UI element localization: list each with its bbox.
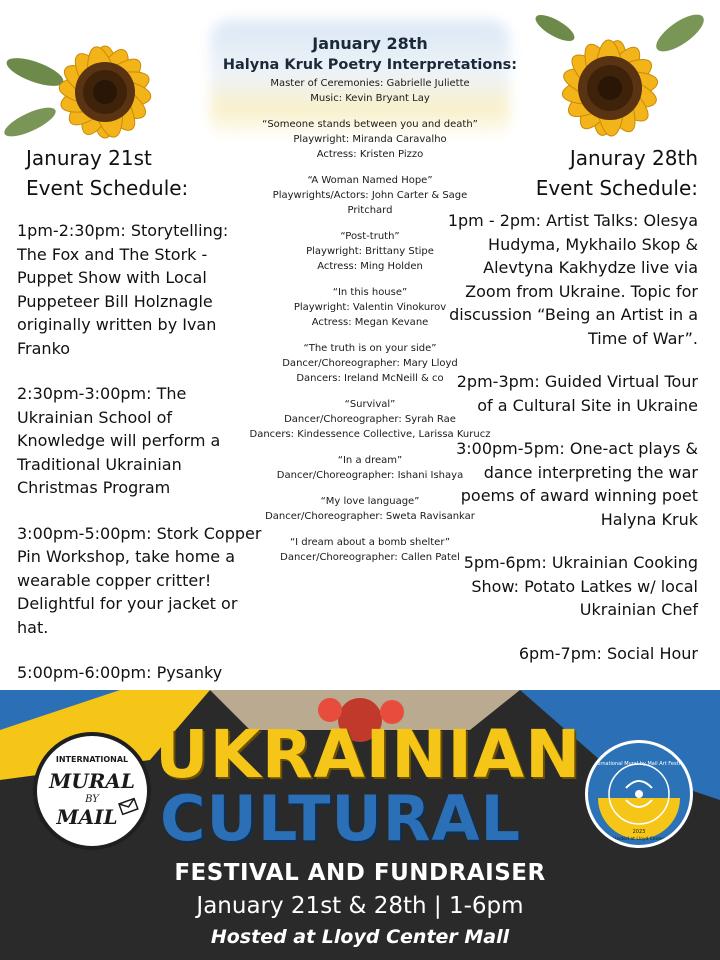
piece-credit: Actress: Megan Kevane	[311, 317, 429, 328]
piece-credit: Dancer/Choreographer: Sweta Ravisankar	[265, 511, 475, 522]
festival-venue: Hosted at Lloyd Center Mall	[210, 926, 510, 948]
seal-hosted: Hosted at Lloyd Center	[613, 837, 665, 842]
program-piece	[255, 453, 485, 483]
piece-credit: Dancer/Choreographer: Callen Patel	[280, 552, 460, 563]
list-item: 2pm-3pm: Guided Virtual Tour of a Cultural Site in Ukraine	[456, 372, 698, 415]
left-schedule-title	[26, 143, 188, 203]
left-schedule-date: Januray 21st	[26, 146, 152, 170]
piece-credit: Dancer/Choreographer: Syrah Rae	[284, 414, 456, 425]
list-item: 1pm - 2pm: Artist Talks: Olesya Hudyma, Mykhailo Skop & Alevtyna Kakhydze live via Zoom from Ukraine. Topic for discussion “Being an Artist in a Time of War”.	[447, 211, 698, 348]
right-schedule-date: Januray 28th	[569, 146, 698, 170]
piece-credit: Playwright: Brittany Stipe	[306, 246, 434, 257]
program-piece	[255, 229, 485, 274]
list-item: 5pm-6pm: Ukrainian Cooking Show: Potato Latkes w/ local Ukrainian Chef	[463, 553, 698, 619]
program-piece	[255, 117, 485, 162]
piece-title: “My love language”	[320, 496, 420, 507]
festival-subtitle: FESTIVAL AND FUNDRAISER	[174, 860, 546, 886]
program-piece	[245, 397, 495, 442]
program-music: Music: Kevin Bryant Lay	[310, 93, 430, 104]
festival-seal-logo	[585, 740, 693, 848]
piece-title: “Post-truth”	[340, 231, 400, 242]
program-piece	[255, 494, 485, 524]
piece-title: “Survival”	[344, 399, 396, 410]
program-date: January 28th	[312, 34, 428, 53]
right-schedule-heading: Event Schedule:	[535, 176, 698, 200]
seal-year: 2023	[632, 829, 646, 835]
piece-title: “In this house”	[332, 287, 408, 298]
piece-credit: Dancer/Choreographer: Ishani Ishaya	[276, 470, 464, 481]
headline-ukrainian: UKRAINIAN	[155, 716, 582, 793]
list-item: 5:00pm-6:00pm: Pysanky	[17, 663, 223, 682]
piece-title: “The truth is on your side”	[303, 343, 437, 354]
envelope-icon	[37, 736, 147, 846]
headline-cultural: CULTURAL	[160, 782, 521, 855]
program-mc: Master of Ceremonies: Gabrielle Juliette	[270, 78, 470, 89]
piece-credit: Actress: Kristen Pizzo	[316, 149, 424, 160]
mural-by-mail-logo	[33, 732, 151, 850]
list-item: 1pm-2:30pm: Storytelling: The Fox and The Stork - Puppet Show with Local Puppeteer Bill Holznagle originally written by Ivan Franko	[17, 221, 229, 358]
program-piece	[255, 535, 485, 565]
program-piece	[255, 341, 485, 386]
logo-by-text: BY	[85, 794, 99, 805]
logo-mural-text: MURAL	[49, 769, 135, 793]
piece-title: “Someone stands between you and death”	[262, 119, 478, 130]
piece-credit: Playwright: Miranda Caravalho	[293, 134, 447, 145]
piece-credit: Dancers: Kindessence Collective, Larissa Kurucz	[249, 429, 491, 440]
piece-title: “In a dream”	[337, 455, 403, 466]
list-item: 3:00pm-5pm: One-act plays & dance interpreting the war poems of award winning poet Halyna Kruk	[456, 439, 698, 529]
festival-dates: January 21st & 28th | 1-6pm	[196, 893, 524, 919]
list-item: 2:30pm-3:00pm: The Ukrainian School of Knowledge will perform a Traditional Ukrainian Christmas Program	[17, 384, 221, 497]
poetry-program	[222, 33, 518, 565]
program-title: Halyna Kruk Poetry Interpretations:	[222, 57, 518, 73]
program-piece	[255, 173, 485, 218]
piece-credit: Actress: Ming Holden	[317, 261, 423, 272]
list-item: 6pm-7pm: Social Hour	[518, 643, 698, 663]
seal-ring-text: International Mural by Mail Art Festival	[590, 761, 688, 767]
logo-top-text: INTERNATIONAL	[55, 755, 129, 764]
list-item: 3:00pm-5:00pm: Stork Copper Pin Workshop, take home a wearable copper critter! Delightful for your jacket or hat.	[17, 523, 262, 637]
piece-title: “A Woman Named Hope”	[307, 175, 433, 186]
piece-credit: Dancers: Ireland McNeill & co	[296, 373, 444, 384]
program-piece	[255, 285, 485, 330]
piece-credit: Playwrights/Actors: John Carter & Sage Pritchard	[272, 190, 468, 216]
piece-credit: Dancer/Choreographer: Mary Lloyd	[282, 358, 458, 369]
piece-title: “I dream about a bomb shelter”	[289, 537, 451, 548]
logo-mail-text: MAIL	[56, 805, 118, 829]
globe-logo-icon	[588, 743, 690, 845]
piece-credit: Playwright: Valentin Vinokurov	[293, 302, 447, 313]
right-schedule-title	[536, 143, 698, 203]
left-schedule-heading: Event Schedule:	[26, 176, 189, 200]
